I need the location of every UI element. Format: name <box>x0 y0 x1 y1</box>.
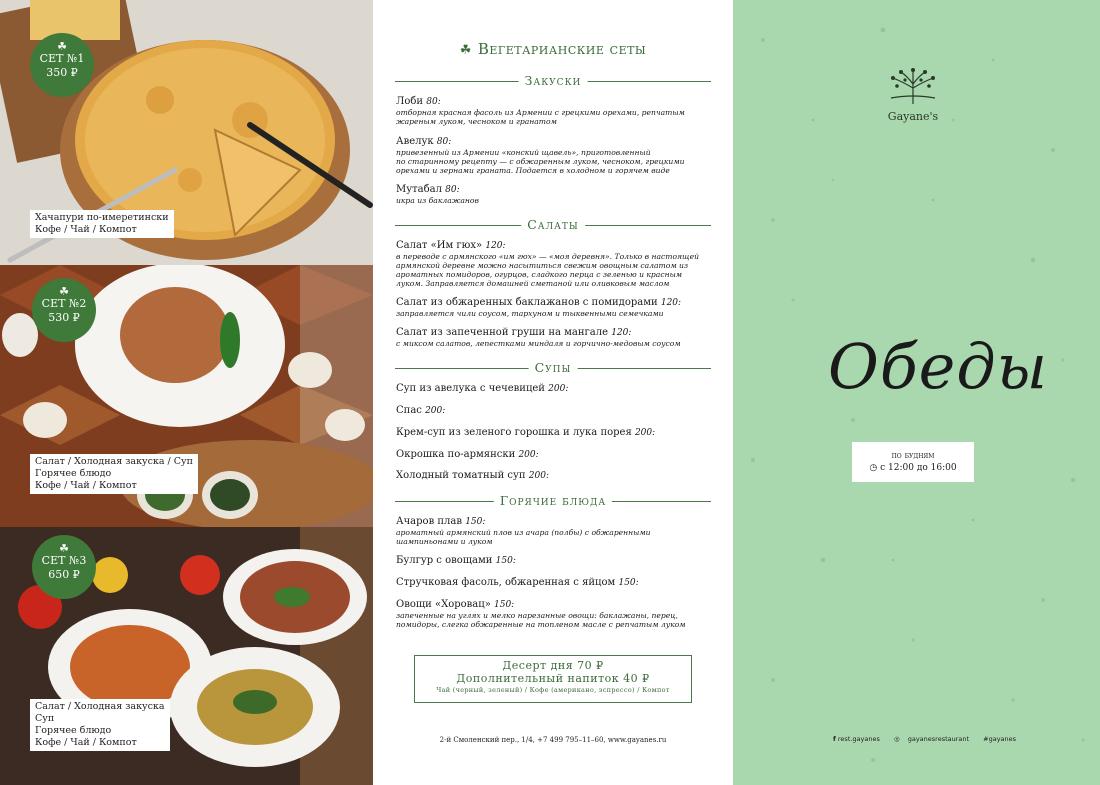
item-desc: запеченные на углях и мелко нарезанные овощи: баклажаны, перец, <box>396 611 678 620</box>
item-weight: 120: <box>660 298 682 308</box>
hours-time: с 12:00 до 16:00 <box>880 463 957 473</box>
social-instagram: gayanesrestaurant <box>907 735 970 743</box>
section-salaty <box>395 217 711 233</box>
item-weight: 120: <box>485 241 506 251</box>
set-2-badge <box>32 278 96 342</box>
set-1-caption-line: Кофе / Чай / Компот <box>35 224 137 235</box>
set-3-badge <box>32 535 96 599</box>
set-2-caption-line: Кофе / Чай / Компот <box>35 480 137 491</box>
section-label: Закуски <box>519 73 588 89</box>
item-desc: привезенный из Армении «конский щавель», приготовленный <box>396 148 651 157</box>
item-desc: заправляется чили соусом, тархуном и тыквенными семечками <box>396 309 664 318</box>
menu-item-mutabal <box>396 184 716 205</box>
item-desc: луком. Заправляется домашней сметаной или оливковым маслом <box>396 279 670 288</box>
cover-panel <box>733 0 1100 785</box>
item-name: Авелук <box>396 136 434 147</box>
promo-drink-options: Чай (черный, зеленый) / Кофе (американо, эспрессо) / Компот <box>436 686 670 694</box>
item-weight: 80: <box>436 137 452 147</box>
menu-item-baklazhan <box>396 297 716 318</box>
item-desc: армянской деревне можно насытиться свежим овощным салатом из <box>396 261 689 270</box>
item-name: Холодный томатный суп <box>396 470 526 481</box>
item-desc: с миксом салатов, лепестками миндаля и горчично-медовым соусом <box>396 339 681 348</box>
item-name: Лоби <box>396 96 424 107</box>
item-weight: 80: <box>426 97 441 107</box>
item-name: Спас <box>396 405 422 416</box>
item-name: Суп из авелука с чечевицей <box>396 383 545 394</box>
menu-item-fasol <box>396 577 716 589</box>
item-desc: шампиньонами и луком <box>396 537 493 546</box>
menu-item-avelukz <box>396 136 716 175</box>
menu-item-achar <box>396 516 716 546</box>
set-1-caption-line: Хачапури по-имеретински <box>35 212 169 223</box>
item-desc: ароматный армянский плов из ачара (полбы) с обжаренными <box>396 528 651 537</box>
item-weight: 150: <box>618 578 639 588</box>
item-weight: 150: <box>465 517 486 527</box>
item-name: Салат из запеченной груши на мангале <box>396 327 609 338</box>
item-name: Окрошка по-армянски <box>396 449 516 460</box>
photo-set-3 <box>0 527 373 785</box>
section-label: Салаты <box>521 217 585 233</box>
set-3-caption-line: Суп <box>35 713 55 724</box>
facebook-icon: f <box>833 735 836 743</box>
gayanes-logo <box>878 68 948 123</box>
social-hashtag: #gayanes <box>983 735 1017 743</box>
item-desc: по старинному рецепту — с обжаренным луком, чесноком, грецкими <box>396 157 685 166</box>
item-name: Салат из обжаренных баклажанов с помидорами <box>396 297 658 308</box>
menu-item-soup <box>396 383 716 395</box>
menu-item-grusha <box>396 327 716 348</box>
item-desc: помидоры, слегка обжаренные на топленом масле с репчатым луком <box>396 620 686 629</box>
menu-item-lobi <box>396 96 716 126</box>
item-name: Овощи «Хоровац» <box>396 599 491 610</box>
photo-panel <box>0 0 373 785</box>
item-desc: орехами и зернами граната. Подается в холодном и горячем виде <box>396 166 670 175</box>
clover-icon: ☘ <box>459 43 472 58</box>
item-name: Ачаров плав <box>396 516 462 527</box>
item-weight: 120: <box>611 328 632 338</box>
promo-box <box>414 655 692 703</box>
item-name: Булгур с овощами <box>396 555 493 566</box>
menu-title-text: Вегетарианские сеты <box>477 40 647 58</box>
set-1-price: 350 ₽ <box>46 66 78 79</box>
instagram-icon: ◎ <box>893 735 900 743</box>
menu-item-bulgur <box>396 555 716 567</box>
menu-panel <box>373 0 733 785</box>
item-name: Салат «Им гюх» <box>396 240 483 251</box>
address-line: 2-й Смоленский пер., 1/4, +7 499 795–11–60, www.gayanes.ru <box>439 736 667 744</box>
set-2-caption-line: Горячее блюдо <box>35 468 112 479</box>
section-zakuski <box>395 73 711 89</box>
item-weight: 200: <box>634 428 656 438</box>
section-supy <box>395 360 711 376</box>
clover-icon: ☘ <box>59 285 69 298</box>
set-1-name: СЕТ №1 <box>39 52 85 65</box>
social-facebook: rest.gayanes <box>837 735 880 743</box>
menu-title <box>373 40 733 58</box>
set-2-caption <box>30 454 198 494</box>
item-weight: 150: <box>495 556 516 566</box>
tree-logo-icon <box>883 68 943 104</box>
item-desc: отборная красная фасоль из Армении с грецкими орехами, репчатым <box>396 108 685 117</box>
promo-dessert: Десерт дня 70 ₽ <box>502 659 604 672</box>
cover-title: Обеды <box>828 330 1049 403</box>
set-2-price: 530 ₽ <box>48 311 80 324</box>
menu-item-soup <box>396 405 716 417</box>
section-label: Горячие блюда <box>494 493 612 509</box>
social-links <box>833 735 1022 743</box>
section-label: Супы <box>529 360 578 376</box>
item-weight: 200: <box>548 384 569 394</box>
promo-drink: Дополнительный напиток 40 ₽ <box>456 672 650 685</box>
section-goryachie <box>395 493 711 509</box>
set-3-caption-line: Горячее блюдо <box>35 725 112 736</box>
menu-item-soup <box>396 427 716 439</box>
hours-box <box>852 442 974 482</box>
menu-item-soup <box>396 470 716 482</box>
set-3-price: 650 ₽ <box>48 568 80 581</box>
item-name: Крем-суп из зеленого горошка и лука порея <box>396 427 632 438</box>
photo-set-2 <box>0 265 373 527</box>
item-name: Мутабал <box>396 184 442 195</box>
item-weight: 200: <box>518 450 539 460</box>
item-desc: икра из баклажанов <box>396 196 479 205</box>
item-desc: жареным луком, чесноком и гранатом <box>396 117 557 126</box>
logo-text: Gayane's <box>887 110 939 123</box>
hours-label: по будням <box>891 451 935 461</box>
menu-item-soup <box>396 449 716 461</box>
clover-icon: ☘ <box>57 40 67 53</box>
set-1-badge <box>30 33 94 97</box>
item-desc: ароматных помидоров, огурцов, сладкого перца с зеленью и красным <box>396 270 683 279</box>
item-desc: в переводе с армянского «им гюх» — «моя деревня». Только в настоящей <box>396 252 700 261</box>
set-1-caption <box>30 210 174 238</box>
menu-item-imguh <box>396 240 716 288</box>
item-name: Стручковая фасоль, обжаренная с яйцом <box>396 577 616 588</box>
set-2-name: СЕТ №2 <box>41 297 87 310</box>
menu-item-horovac <box>396 599 716 629</box>
clock-icon: ◷ <box>869 463 881 473</box>
set-3-caption-line: Кофе / Чай / Компот <box>35 737 137 748</box>
item-weight: 200: <box>425 406 446 416</box>
set-3-caption-line: Салат / Холодная закуска <box>35 701 165 712</box>
item-weight: 80: <box>445 185 460 195</box>
clover-icon: ☘ <box>59 542 69 555</box>
item-weight: 200: <box>528 471 549 481</box>
item-weight: 150: <box>494 600 515 610</box>
set-3-name: СЕТ №3 <box>41 554 87 567</box>
photo-khachapuri <box>0 0 373 265</box>
set-2-caption-line: Салат / Холодная закуска / Суп <box>35 456 193 467</box>
set-3-caption <box>30 699 170 751</box>
